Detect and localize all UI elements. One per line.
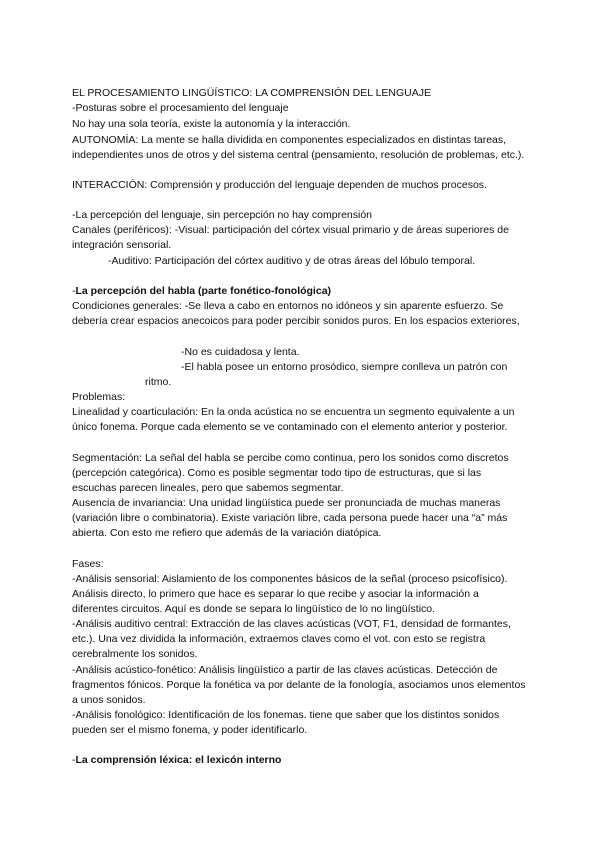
paragraph-analisis-auditivo: -Análisis auditivo central: Extracción de las claves acústicas (VOT, F1, densidad de formantes, etc.). Una vez dividida la información, extraemos claves como el vot. con esto se registra cerebralmente los sonidos. [72,618,511,661]
paragraph-segmentacion: Segmentación: La señal del habla se percibe como continua, pero los sonidos como discretos (percepción categórica). Como es posible segmentar todo tipo de estructuras, que si las escuchas parecen lineales, pero que sabemos segmentar. [72,452,509,495]
list-item-condicion-1: -No es cuidadosa y lenta. [181,346,300,358]
list-item-condicion-2-cont: ritmo. [145,376,172,388]
section-heading-percepcion: -La percepción del lenguaje, sin percepción no hay comprensión [72,209,373,221]
paragraph-canales-auditivo: -Auditivo: Participación del córtex auditivo y de otras áreas del lóbulo temporal. [108,255,476,267]
paragraph-analisis-acustico: -Análisis acústico-fonético: Análisis lingüístico a partir de las claves acústicas. Detección de fragmentos fónicos. Porque la fonética va por delante de la fonología, asociamos unos elementos a unos sonidos. [72,664,526,707]
heading-text: La percepción del habla (parte fonético-fonológica) [75,285,332,297]
paragraph-ausencia-invariancia: Ausencia de invariancia: Una unidad lingüística puede ser pronunciada de muchas maneras (variación libre o combinatoria). Existe variación libre, cada persona puede hacer una “a” más abierta. Con esto me refiero que además de la variación diatópica. [72,497,508,540]
paragraph-condiciones: Condiciones generales: -Se lleva a cabo en entornos no idóneos y sin aparente esfuerzo. Se debería crear espacios anecoicos para poder percibir sonidos puros. En los espacios exteriores, [72,300,520,328]
paragraph-interaccion: INTERACCIÓN: Comprensión y producción del lenguaje dependen de muchos procesos. [72,179,487,191]
paragraph-linealidad: Linealidad y coarticulación: En la onda acústica no se encuentra un segmento equivalente a un único fonema. Porque cada elemento se ve contaminado con el elemento anterior y posterior. [72,406,515,434]
list-item-condicion-2: -El habla posee un entorno prosódico, siempre conlleva un patrón con [181,361,508,373]
label-fases: Fases: [72,558,104,570]
section-heading-habla [72,284,527,299]
paragraph-analisis-sensorial: -Análisis sensorial: Aislamiento de los componentes básicos de la señal (proceso psicofísico). Análisis directo, lo primero que hace es separar lo que recibe y asociar la información a diferentes circuitos. Aquí es donde se separa lo lingüístico de lo no lingüístico. [72,573,508,616]
heading-text: La comprensión léxica: el lexicón interno [75,754,282,766]
paragraph-canales-visual: Canales (periféricos): -Visual: participación del córtex visual primario y de áreas superiores de integración sensorial. [72,224,509,252]
section-heading-posturas: -Posturas sobre el procesamiento del lenguaje [72,102,289,114]
document-title: EL PROCESAMIENTO LINGÜÍSTICO: LA COMPRENSIÓN DEL LENGUAJE [72,87,432,99]
paragraph-analisis-fonologico: -Análisis fonológico: Identificación de los fonemas. tiene que saber que los distintos sonidos pueden ser el mismo fonema, y poder identificarlo. [72,709,500,737]
paragraph-posturas-intro: No hay una sola teoría, existe la autonomía y la interacción. [72,118,351,130]
heading-prefix: - [72,754,76,766]
heading-prefix: - [72,285,76,297]
label-problemas: Problemas: [72,391,126,403]
section-heading-lexica [72,753,527,768]
paragraph-autonomia: AUTONOMÍA: La mente se halla dividida en componentes especializados en distintas tareas, independientes unos de otros y del sistema central (pensamiento, resolución de problemas, etc.). [72,134,525,162]
